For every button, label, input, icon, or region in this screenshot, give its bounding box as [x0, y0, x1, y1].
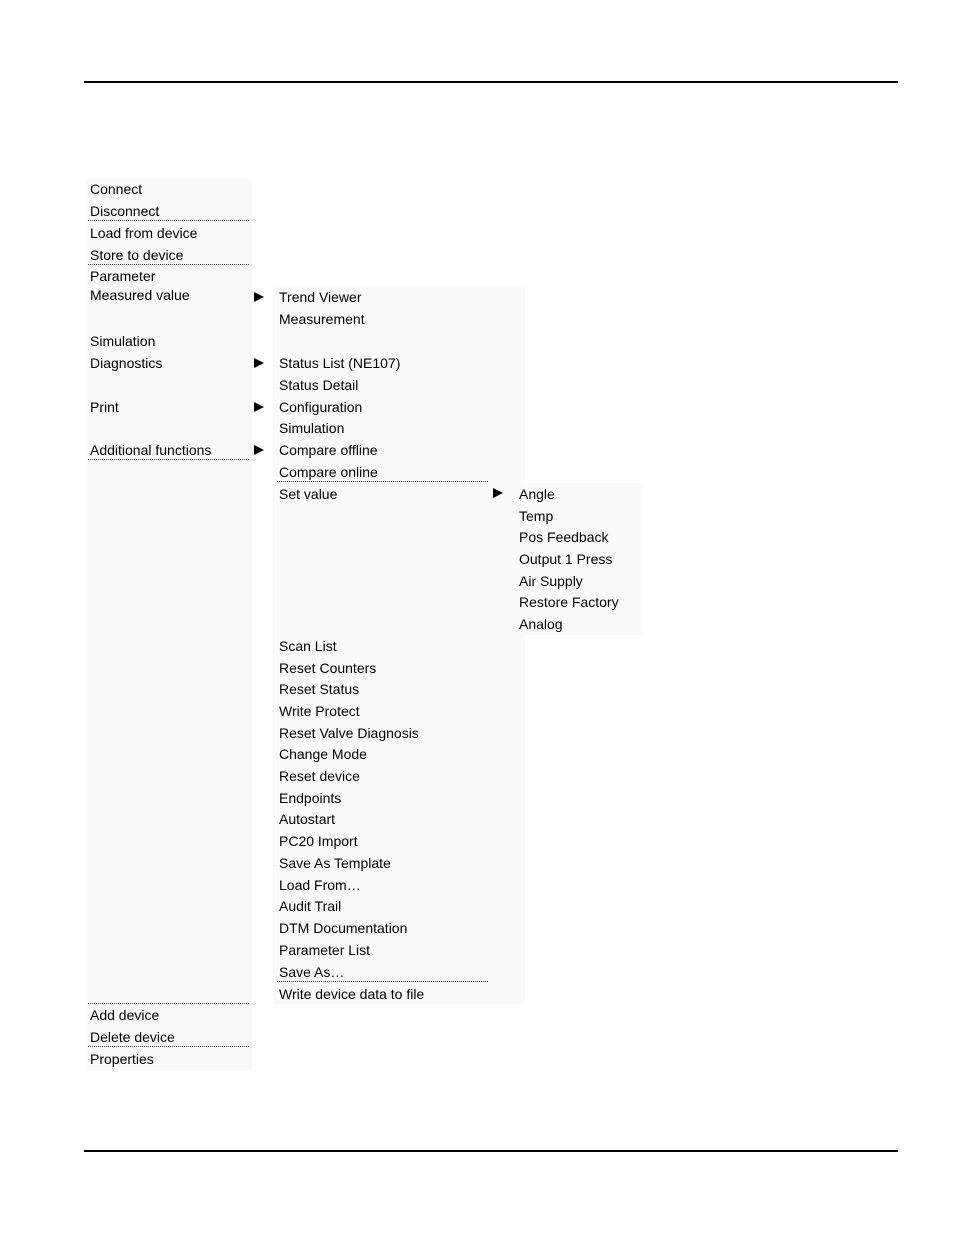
menu-separator: [88, 1046, 249, 1047]
menu-separator: [277, 981, 488, 982]
menu-item-parameter[interactable]: Parameter: [90, 268, 156, 284]
menu-separator: [88, 1003, 249, 1004]
menu-item-delete-device[interactable]: Delete device: [90, 1029, 175, 1045]
set-value-item-temp[interactable]: Temp: [519, 508, 554, 524]
submenu-item-audit-trail[interactable]: Audit Trail: [279, 898, 342, 914]
footer-rule: [84, 1150, 898, 1152]
menu-separator: [88, 220, 249, 221]
menu-separator: [88, 459, 249, 460]
submenu-item-parameter-list[interactable]: Parameter List: [279, 942, 371, 958]
set-value-item-pos-feedback[interactable]: Pos Feedback: [519, 529, 609, 545]
submenu-item-write-device-data-to-file[interactable]: Write device data to file: [279, 986, 425, 1002]
submenu-item-compare-offline[interactable]: Compare offline: [279, 442, 378, 458]
submenu-item-reset-device[interactable]: Reset device: [279, 768, 360, 784]
submenu-item-trend-viewer[interactable]: Trend Viewer: [279, 289, 362, 305]
submenu-item-load-from[interactable]: Load From…: [279, 877, 361, 893]
menu-item-additional-functions[interactable]: Additional functions: [90, 442, 212, 458]
submenu-item-reset-status[interactable]: Reset Status: [279, 681, 360, 697]
menu-item-print[interactable]: Print: [90, 399, 119, 415]
main-context-menu: [86, 178, 252, 1071]
submenu-item-measurement[interactable]: Measurement: [279, 311, 365, 327]
set-value-item-air-supply[interactable]: Air Supply: [519, 573, 583, 589]
set-value-item-analog[interactable]: Analog: [519, 616, 563, 632]
submenu-arrow-icon: [254, 292, 264, 302]
submenu-arrow-icon: [254, 445, 264, 455]
submenu-item-autostart[interactable]: Autostart: [279, 811, 336, 827]
menu-item-measured-value[interactable]: Measured value: [90, 287, 190, 303]
menu-item-disconnect[interactable]: Disconnect: [90, 203, 160, 219]
submenu-item-compare-online[interactable]: Compare online: [279, 464, 378, 480]
submenu-item-reset-valve-diagnosis[interactable]: Reset Valve Diagnosis: [279, 725, 419, 741]
submenu-item-configuration[interactable]: Configuration: [279, 399, 363, 415]
submenu-item-status-detail[interactable]: Status Detail: [279, 377, 359, 393]
menu-item-simulation[interactable]: Simulation: [90, 333, 156, 349]
menu-item-connect[interactable]: Connect: [90, 181, 143, 197]
submenu-item-scan-list[interactable]: Scan List: [279, 638, 337, 654]
header-rule: [84, 81, 898, 83]
submenu-item-reset-counters[interactable]: Reset Counters: [279, 660, 377, 676]
submenu-item-dtm-documentation[interactable]: DTM Documentation: [279, 920, 408, 936]
submenu-item-status-list[interactable]: Status List (NE107): [279, 355, 401, 371]
submenu-arrow-icon: [254, 402, 264, 412]
set-value-item-output-1-press[interactable]: Output 1 Press: [519, 551, 613, 567]
menu-item-store-to-device[interactable]: Store to device: [90, 247, 184, 263]
submenu-item-pc20-import[interactable]: PC20 Import: [279, 833, 358, 849]
menu-item-diagnostics[interactable]: Diagnostics: [90, 355, 163, 371]
submenu-item-simulation[interactable]: Simulation: [279, 420, 345, 436]
submenu-arrow-icon: [493, 488, 503, 498]
set-value-item-restore-factory[interactable]: Restore Factory: [519, 594, 619, 610]
submenu-item-write-protect[interactable]: Write Protect: [279, 703, 360, 719]
submenu-arrow-icon: [254, 358, 264, 368]
submenu-item-endpoints[interactable]: Endpoints: [279, 790, 342, 806]
menu-item-properties[interactable]: Properties: [90, 1051, 154, 1067]
menu-item-load-from-device[interactable]: Load from device: [90, 225, 198, 241]
submenu-item-save-as-template[interactable]: Save As Template: [279, 855, 391, 871]
menu-separator: [277, 481, 488, 482]
submenu-item-set-value[interactable]: Set value: [279, 486, 338, 502]
set-value-item-angle[interactable]: Angle: [519, 486, 555, 502]
submenu-item-save-as[interactable]: Save As…: [279, 964, 345, 980]
menu-item-add-device[interactable]: Add device: [90, 1007, 160, 1023]
menu-separator: [88, 264, 249, 265]
submenu-item-change-mode[interactable]: Change Mode: [279, 746, 367, 762]
